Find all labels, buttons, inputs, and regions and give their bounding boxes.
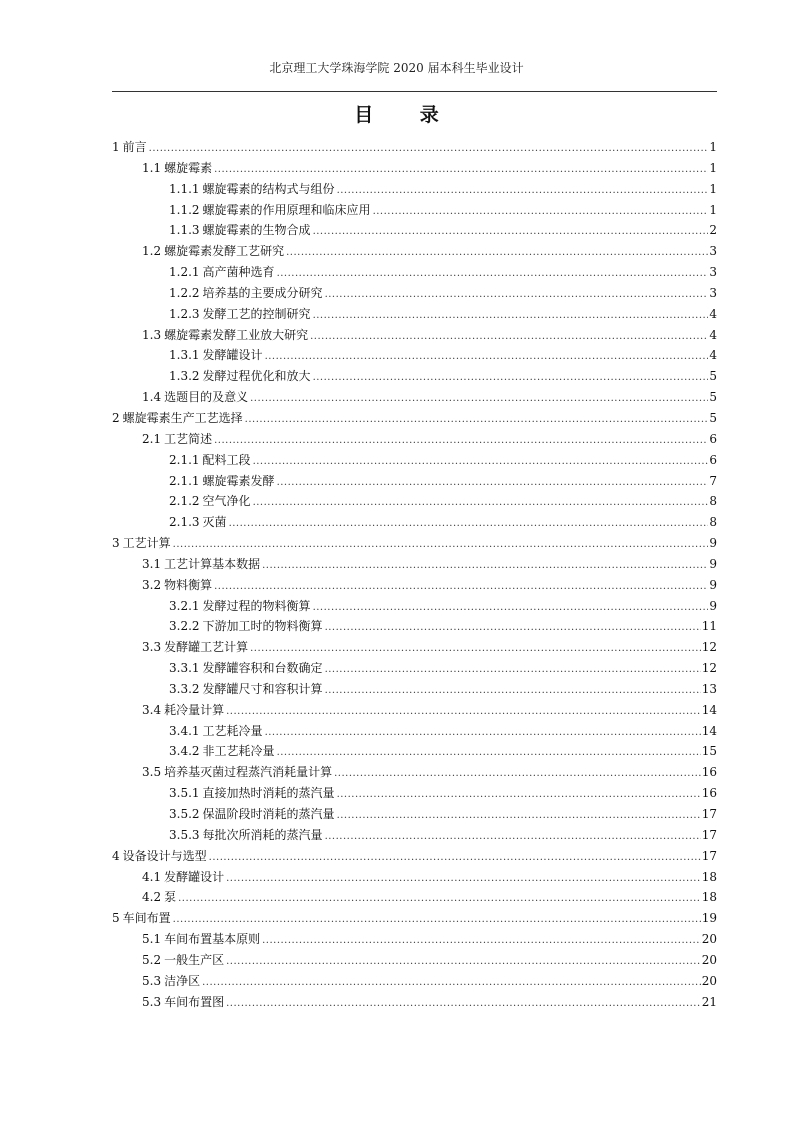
toc-entry-page: 7 [709,473,717,488]
toc-entry-number: 1.1.2 [169,202,200,217]
toc-entry[interactable] [112,596,717,617]
toc-entry-number: 5 [112,911,120,926]
toc-dot-leader [325,827,701,848]
toc-entry-page: 4 [709,306,717,321]
toc-entry-title: 培养基灭菌过程蒸汽消耗量计算 [164,765,333,780]
toc-entry-page: 5 [709,390,717,405]
toc-entry-page: 9 [709,577,717,592]
toc-entry-page: 12 [701,640,717,655]
toc-dot-leader [229,514,708,535]
toc-dot-leader [245,410,708,431]
toc-entry-title: 车间布置 [122,911,171,926]
toc-dot-leader [226,869,701,890]
toc-entry-number: 1.1 [142,160,162,175]
toc-entry-title: 发酵罐工艺计算 [164,640,249,655]
toc-entry-title: 螺旋霉素发酵工艺研究 [164,244,285,259]
toc-entry[interactable] [112,992,717,1013]
toc-entry-page: 12 [701,661,717,676]
toc-entry-page: 8 [709,494,717,509]
toc-entry[interactable] [112,533,717,554]
toc-entry-number: 3.5 [142,765,162,780]
toc-entry-title: 保温阶段时消耗的蒸汽量 [202,807,335,821]
toc-entry-number: 1.1.1 [169,181,200,196]
toc-entry-number: 5.2 [142,952,162,967]
toc-entry-page: 14 [701,723,717,738]
toc-dot-leader [178,889,701,910]
toc-entry-page: 15 [701,744,717,759]
toc-dot-leader [202,973,701,994]
toc-entry-number: 3.4 [142,702,162,717]
toc-entry-number: 2.1 [142,431,162,446]
toc-dot-leader [253,452,708,473]
toc-dot-leader [149,139,708,160]
toc-entry-page: 13 [701,681,717,696]
toc-entry[interactable] [112,283,717,304]
toc-entry[interactable] [112,408,717,429]
toc-entry[interactable] [112,220,717,241]
toc-entry-title: 工艺计算 [122,536,171,551]
toc-entry[interactable] [112,304,717,325]
toc-entry-title: 发酵罐尺寸和容积计算 [202,681,323,696]
toc-dot-leader [310,327,708,348]
toc-entry-title: 物料衡算 [164,577,213,592]
toc-entry-page: 1 [709,181,717,196]
toc-entry-title: 发酵工艺的控制研究 [202,306,311,321]
toc-dot-leader [313,368,708,389]
toc-entry-page: 4 [709,348,717,363]
toc-entry[interactable] [112,867,717,888]
toc-entry-page: 16 [701,765,717,780]
toc-entry-title: 下游加工时的物料衡算 [202,619,323,634]
toc-entry-title: 螺旋霉素发酵 [202,473,275,488]
toc-entry-number: 5.1 [142,932,162,947]
toc-entry-title: 一般生产区 [164,952,225,967]
toc-entry[interactable] [112,929,717,950]
toc-entry[interactable] [112,741,717,762]
toc-dot-leader [325,681,701,702]
toc-entry-title: 螺旋霉素的结构式与组份 [202,181,335,196]
toc-entry[interactable] [112,450,717,471]
toc-entry-number: 2.1.1 [169,473,200,488]
toc-entry-title: 工艺简述 [164,431,213,446]
toc-entry[interactable] [112,179,717,200]
toc-entry-number: 4.2 [142,890,162,905]
toc-entry[interactable] [112,700,717,721]
toc-entry-title: 前言 [122,140,147,154]
toc-entry[interactable] [112,846,717,867]
toc-entry[interactable] [112,721,717,742]
toc-entry-number: 1.2.2 [169,285,200,300]
toc-dot-leader [250,389,708,410]
toc-entry-number: 3.4.1 [169,723,200,738]
toc-entry-page: 16 [701,786,717,801]
toc-entry-number: 3.1 [142,556,162,571]
toc-entry-number: 3.3.2 [169,681,200,696]
toc-entry-page: 1 [709,140,717,154]
toc-dot-leader [277,473,708,494]
toc-entry-number: 2 [112,410,120,425]
toc-entry-number: 4.1 [142,869,162,884]
toc-entry-title: 螺旋霉素的生物合成 [202,223,311,238]
toc-dot-leader [209,848,701,869]
toc-entry[interactable] [112,512,717,533]
toc-dot-leader [325,285,708,306]
toc-entry-page: 4 [709,327,717,342]
running-header: 北京理工大学珠海学院 2020 届本科生毕业设计 [269,61,524,75]
toc-entry-number: 3.2.2 [169,619,200,634]
table-of-contents [112,137,717,1012]
toc-entry[interactable] [112,345,717,366]
toc-entry[interactable] [112,158,717,179]
toc-entry[interactable] [112,387,717,408]
toc-entry-title: 工艺计算基本数据 [164,556,261,571]
toc-dot-leader [334,764,701,785]
toc-entry-title: 车间布置图 [164,994,225,1009]
toc-entry-page: 5 [709,369,717,384]
toc-dot-leader [226,702,701,723]
toc-entry-page: 3 [709,285,717,300]
toc-entry-page: 9 [709,536,717,551]
toc-dot-leader [337,785,701,806]
toc-entry[interactable] [112,762,717,783]
toc-entry[interactable] [112,804,717,825]
toc-entry-number: 1.3 [142,327,162,342]
toc-entry-title: 泵 [164,890,177,905]
toc-entry-page: 18 [701,869,717,884]
toc-entry-title: 选题目的及意义 [164,390,249,405]
toc-dot-leader [262,556,708,577]
toc-entry-page: 17 [701,827,717,842]
toc-entry-number: 3.2 [142,577,162,592]
toc-entry[interactable] [112,783,717,804]
toc-entry-page: 11 [701,619,717,634]
toc-entry-title: 发酵过程的物料衡算 [202,598,311,613]
toc-entry-title: 耗冷量计算 [164,702,225,717]
toc-entry-title: 螺旋霉素生产工艺选择 [122,410,243,425]
toc-dot-leader [286,243,708,264]
toc-dot-leader [214,431,708,452]
toc-entry[interactable] [112,200,717,221]
toc-dot-leader [173,910,701,931]
toc-dot-leader [253,493,708,514]
toc-entry-number: 2.1.3 [169,515,200,530]
toc-dot-leader [277,743,701,764]
toc-entry[interactable] [112,262,717,283]
toc-entry-title: 螺旋霉素 [164,160,213,175]
toc-dot-leader [313,306,708,327]
toc-entry-number: 4 [112,848,120,863]
toc-dot-leader [313,598,708,619]
toc-entry[interactable] [112,658,717,679]
toc-entry[interactable] [112,491,717,512]
toc-entry-page: 20 [701,973,717,988]
toc-entry-title: 培养基的主要成分研究 [202,285,323,300]
toc-dot-leader [337,181,708,202]
toc-entry-number: 1.1.3 [169,223,200,238]
toc-entry-page: 20 [701,952,717,967]
toc-dot-leader [265,723,701,744]
toc-entry[interactable] [112,366,717,387]
toc-entry-title: 配料工段 [202,452,251,467]
toc-entry-number: 1.3.2 [169,369,200,384]
toc-entry-number: 1.2.1 [169,265,200,280]
toc-dot-leader [277,264,708,285]
toc-dot-leader [226,994,701,1015]
toc-entry[interactable] [112,325,717,346]
toc-entry-number: 1 [112,140,120,154]
toc-entry-page: 21 [701,994,717,1009]
toc-entry-page: 19 [701,911,717,926]
toc-entry-page: 8 [709,515,717,530]
toc-entry-title: 螺旋霉素的作用原理和临床应用 [202,202,371,217]
toc-entry-number: 3.3 [142,640,162,655]
toc-entry-number: 3 [112,536,120,551]
toc-entry-number: 1.3.1 [169,348,200,363]
toc-entry-number: 3.5.2 [169,807,200,821]
toc-dot-leader [265,347,708,368]
toc-entry[interactable] [112,908,717,929]
toc-entry[interactable] [112,950,717,971]
toc-entry-number: 5.3 [142,973,162,988]
toc-entry-number: 3.2.1 [169,598,200,613]
toc-dot-leader [325,618,701,639]
toc-entry-page: 14 [701,702,717,717]
toc-entry-page: 9 [709,556,717,571]
toc-entry[interactable] [112,575,717,596]
toc-entry-title: 发酵罐设计 [202,348,263,363]
toc-entry-page: 9 [709,598,717,613]
toc-entry-title: 发酵过程优化和放大 [202,369,311,384]
toc-entry-number: 1.4 [142,390,162,405]
toc-entry[interactable] [112,554,717,575]
header-divider [112,91,717,92]
toc-entry[interactable] [112,429,717,450]
toc-entry-page: 3 [709,265,717,280]
toc-entry-title: 发酵罐设计 [164,869,225,884]
toc-dot-leader [214,577,708,598]
toc-entry[interactable] [112,887,717,908]
toc-dot-leader [325,660,701,681]
toc-entry-page: 6 [709,431,717,446]
toc-entry[interactable] [112,825,717,846]
toc-entry-number: 3.5.3 [169,827,200,842]
toc-entry-number: 2.1.1 [169,452,200,467]
toc-entry[interactable] [112,637,717,658]
toc-entry-page: 20 [701,932,717,947]
toc-entry-page: 1 [709,160,717,175]
toc-entry[interactable] [112,471,717,492]
toc-entry-title: 直接加热时消耗的蒸汽量 [202,786,335,801]
toc-dot-leader [313,222,708,243]
toc-entry[interactable] [112,679,717,700]
toc-entry[interactable] [112,137,717,158]
toc-dot-leader [373,202,708,223]
toc-entry-number: 3.3.1 [169,661,200,676]
toc-entry-title: 发酵罐容积和台数确定 [202,661,323,676]
toc-entry-page: 3 [709,244,717,259]
toc-entry-number: 1.2.3 [169,306,200,321]
toc-entry-page: 18 [701,890,717,905]
toc-entry-number: 3.4.2 [169,744,200,759]
toc-entry[interactable] [112,971,717,992]
toc-entry-page: 17 [701,807,717,821]
toc-dot-leader [173,535,708,556]
toc-entry-title: 工艺耗冷量 [202,723,263,738]
toc-entry-page: 17 [701,848,717,863]
toc-entry-number: 5.3 [142,994,162,1009]
toc-entry[interactable] [112,241,717,262]
toc-entry-page: 5 [709,410,717,425]
toc-entry-number: 3.5.1 [169,786,200,801]
toc-entry-title: 灭菌 [202,515,227,530]
toc-entry-number: 1.2 [142,244,162,259]
toc-dot-leader [226,952,701,973]
toc-entry-title: 每批次所消耗的蒸汽量 [202,827,323,842]
toc-dot-leader [262,931,701,952]
toc-entry-title: 高产菌种选育 [202,265,275,280]
toc-entry-page: 6 [709,452,717,467]
toc-entry-title: 非工艺耗冷量 [202,744,275,759]
toc-entry[interactable] [112,616,717,637]
toc-dot-leader [214,160,708,181]
toc-entry-page: 2 [709,223,717,238]
toc-dot-leader [250,639,701,660]
toc-entry-title: 设备设计与选型 [122,848,207,863]
toc-entry-number: 2.1.2 [169,494,200,509]
toc-entry-title: 洁净区 [164,973,201,988]
toc-title: 目 录 [354,104,459,126]
toc-entry-page: 1 [709,202,717,217]
toc-dot-leader [337,806,701,827]
toc-entry-title: 螺旋霉素发酵工业放大研究 [164,327,309,342]
toc-entry-title: 车间布置基本原则 [164,932,261,947]
toc-entry-title: 空气净化 [202,494,251,509]
